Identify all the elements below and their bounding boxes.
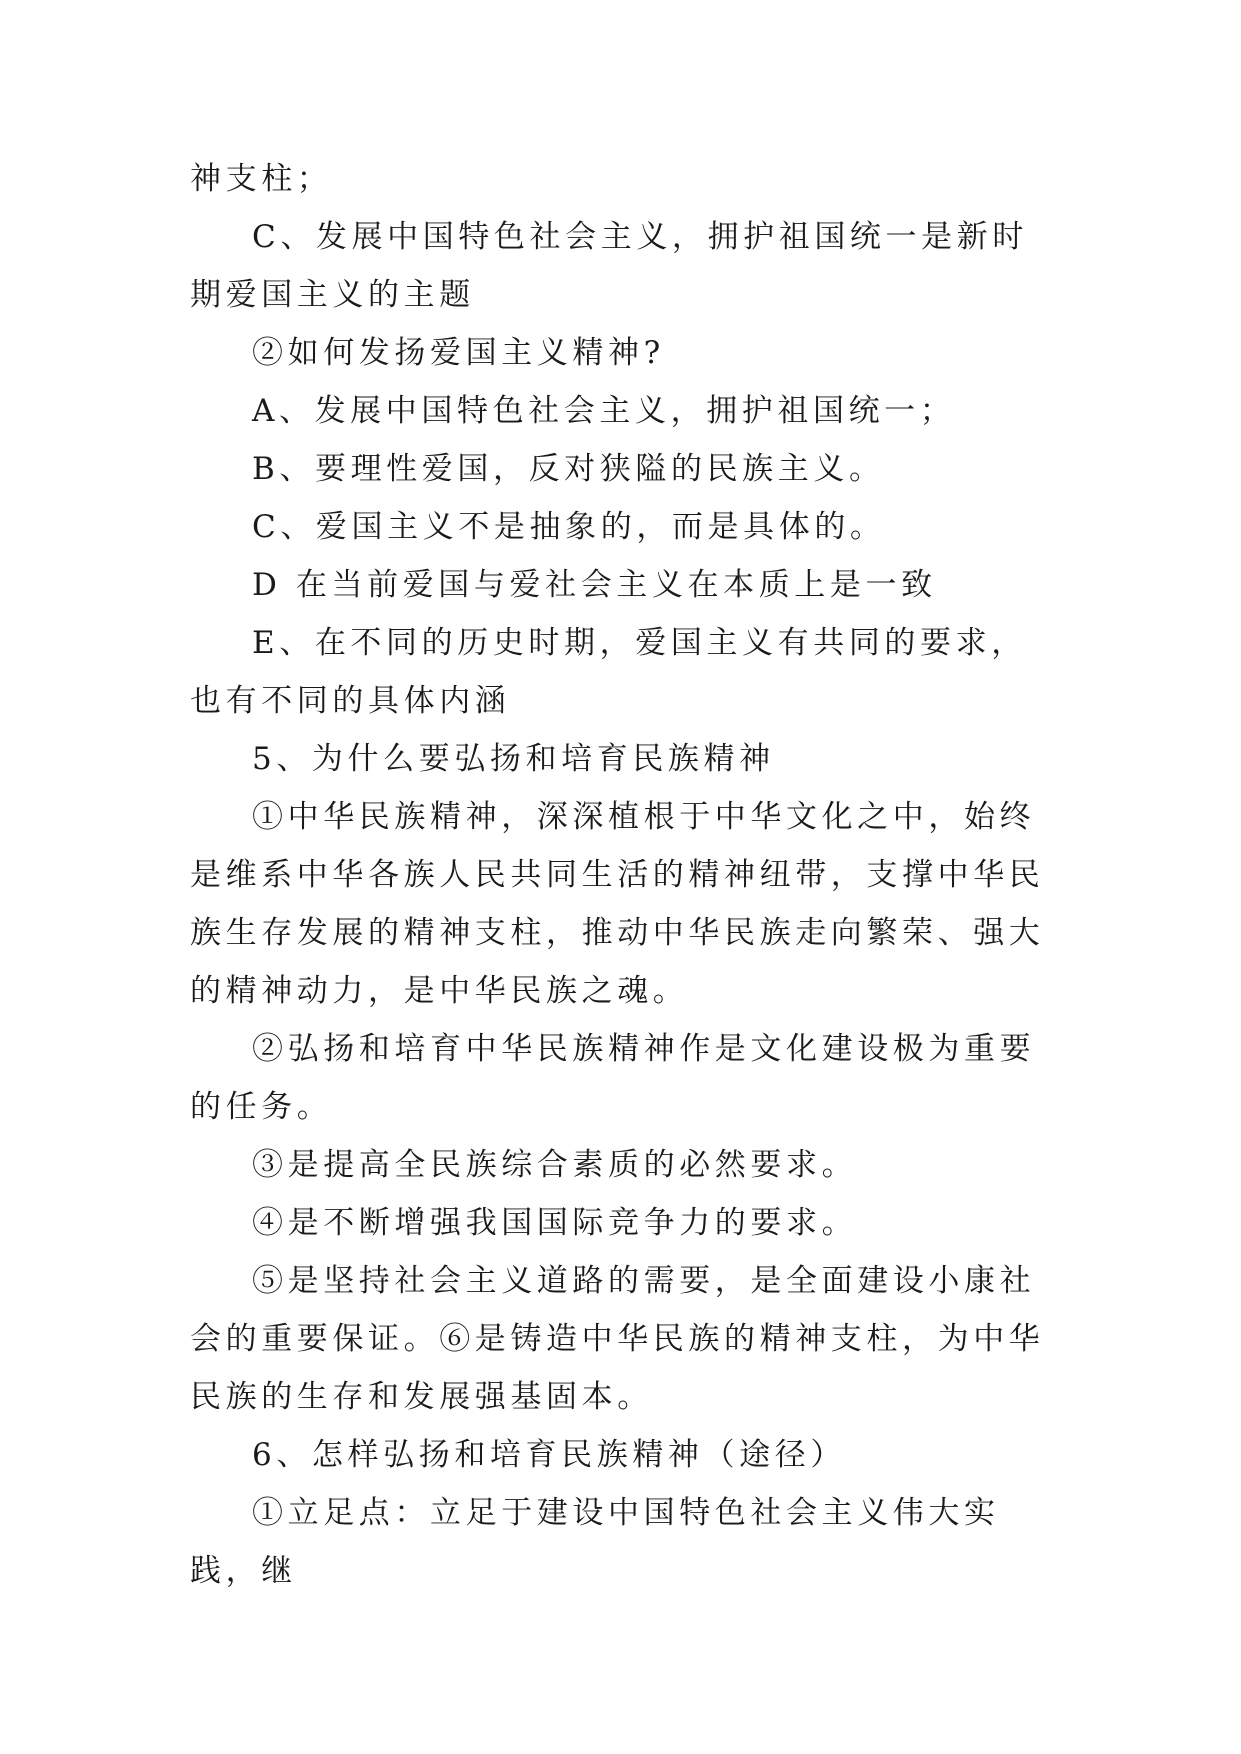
document-page [190, 150, 1050, 1600]
section-heading: 6、怎样弘扬和培育民族精神（途径） [252, 1437, 846, 1473]
section-heading: 5、为什么要弘扬和培育民族精神 [252, 741, 775, 777]
paragraph: 神支柱； [190, 161, 333, 197]
paragraph: ②弘扬和培育中华民族精神作是文化建设极为重要的任务。 [190, 1031, 1036, 1125]
paragraph: ④是不断增强我国国际竞争力的要求。 [252, 1205, 858, 1241]
paragraph: ⑤是坚持社会主义道路的需要，是全面建设小康社会的重要保证。⑥是铸造中华民族的精神支柱，为中华民族的生存和发展强基固本。 [190, 1263, 1045, 1415]
paragraph: ③是提高全民族综合素质的必然要求。 [252, 1147, 858, 1183]
paragraph: E、在不同的历史时期，爱国主义有共同的要求，也有不同的具体内涵 [190, 625, 1027, 719]
paragraph: D 在当前爱国与爱社会主义在本质上是一致 [252, 567, 937, 603]
paragraph: A、发展中国特色社会主义，拥护祖国统一； [252, 393, 956, 429]
paragraph: ②如何发扬爱国主义精神? [252, 335, 665, 371]
paragraph: ①立足点：立足于建设中国特色社会主义伟大实践，继 [190, 1495, 1000, 1589]
paragraph: ①中华民族精神，深深植根于中华文化之中，始终是维系中华各族人民共同生活的精神纽带，支撑中华民族生存发展的精神支柱，推动中华民族走向繁荣、强大的精神动力，是中华民族之魂。 [190, 799, 1045, 1009]
paragraph: B、要理性爱国，反对狭隘的民族主义。 [252, 451, 885, 487]
paragraph: C、发展中国特色社会主义，拥护祖国统一是新时期爱国主义的主题 [190, 219, 1028, 313]
paragraph: C、爱国主义不是抽象的，而是具体的。 [252, 509, 886, 545]
